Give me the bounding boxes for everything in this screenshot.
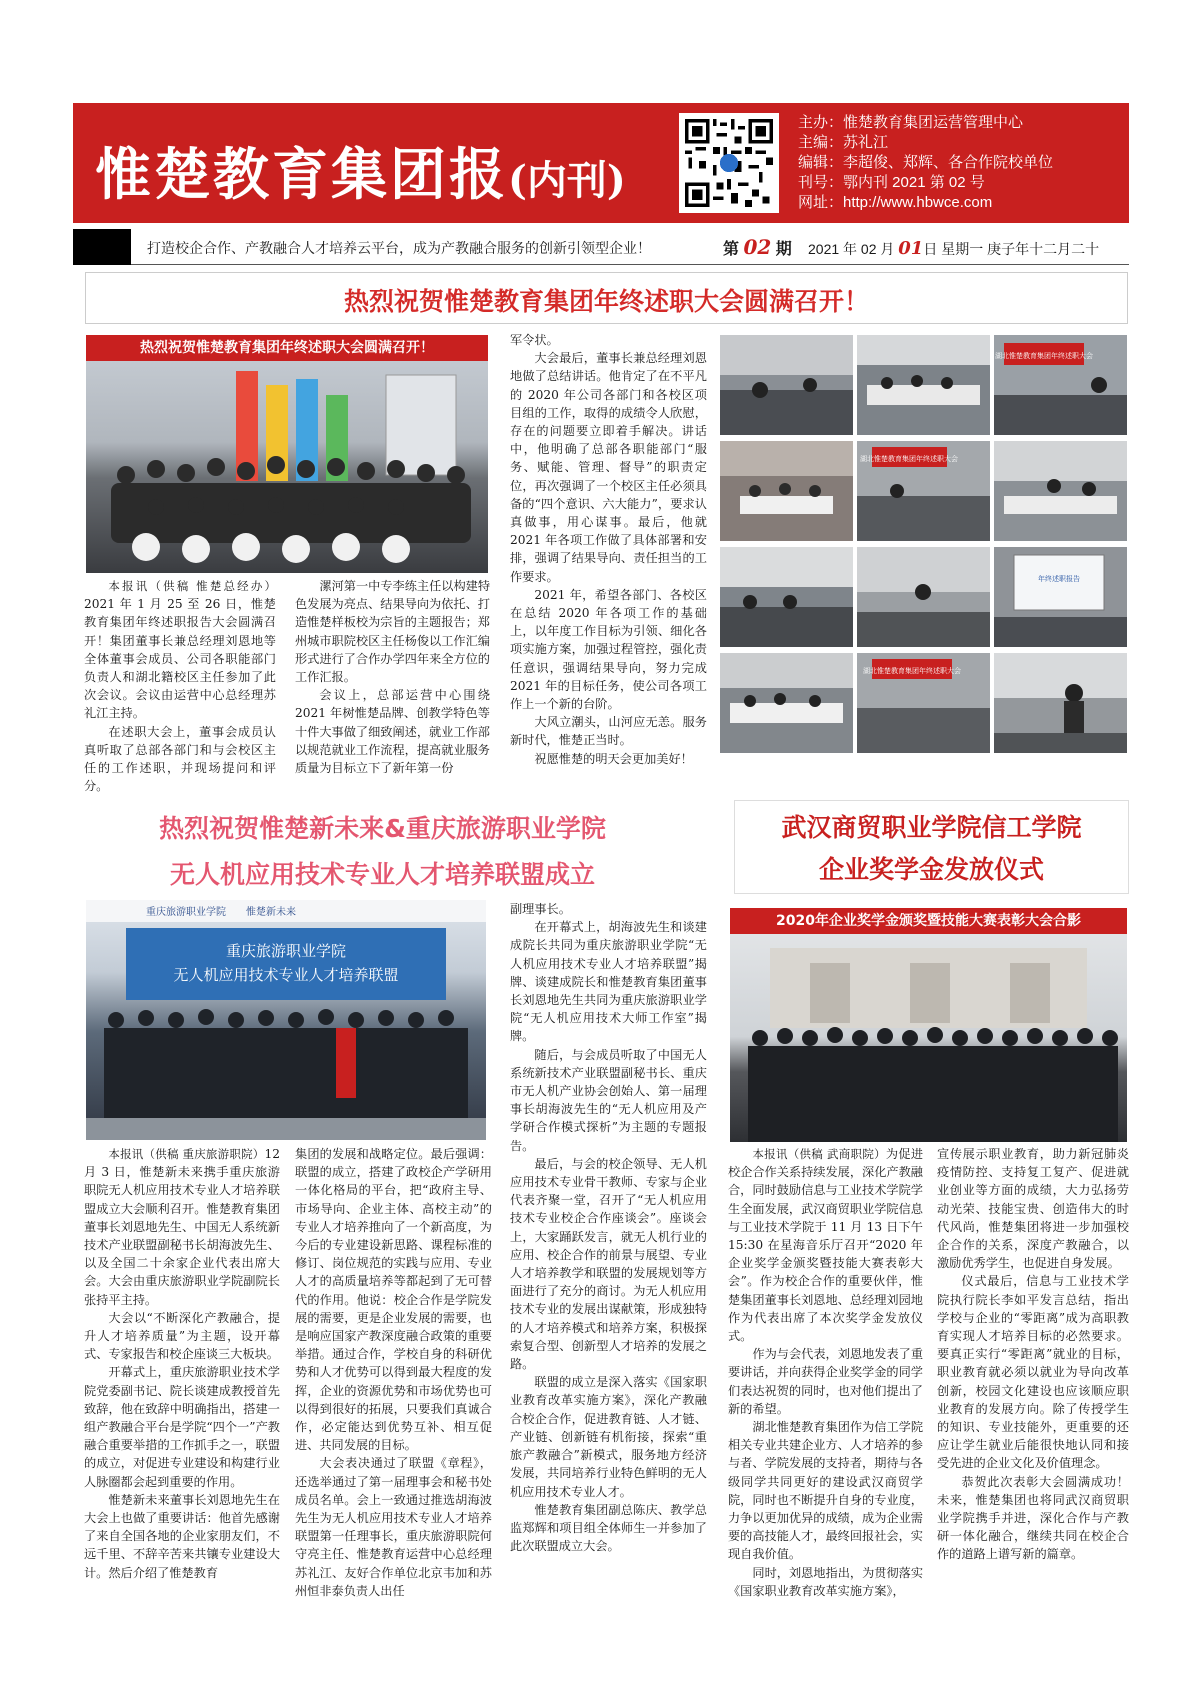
grid-photo — [994, 335, 1127, 435]
article3-headline: 武汉商贸职业学院信工学院 企业奖学金发放仪式 — [781, 813, 1082, 884]
host-line: 主办：惟楚教育集团运营管理中心 — [798, 114, 1024, 131]
article3-paragraph-5: 宣传展示职业教育，助力新冠肺炎疫情防控、支持复工复产、促进就业创业等方面的成绩，大力弘扬劳动光荣、技能宝贵、创造伟大的时代风尚，惟楚集团将进一步加强校企合作的关系，深度产教融合，以激励优秀学生，也促进自身发展。 — [937, 1147, 1129, 1271]
editor-in-chief-line: 主编：苏礼江 — [798, 134, 889, 151]
article1-paragraph-2: 在述职大会上，董事会成员认真听取了总部各部门和与会校区主任的工作述职，并现场提问和评分。 — [84, 724, 276, 794]
grid-photo — [720, 335, 853, 435]
article2-paragraph-3: 开幕式上，重庆旅游职业技术学院党委副书记、院长谈建成教授首先致辞，他在致辞中明确指出，搭建一组产教融合平台是学院“四个一”产教融合重要举措的工作抓手之一，联盟的成立，对促进专业建设和构建行业人脉圈都会起到重要的作用。 — [84, 1365, 280, 1489]
article1-paragraph-3: 漯河第一中专李练主任以构建特色发展为亮点、结果导向为依托、打造惟楚样板校为宗旨的主题报告；郑州城市职院校区主任杨俊以工作汇编形式进行了合作办学四年来全方位的工作汇报。 — [295, 579, 491, 685]
grid-photo — [857, 547, 990, 647]
publication-date: 2021 年 02 月 01日 星期一 庚子年十二月二十 — [808, 238, 1100, 259]
grid-banner-text: 湖北惟楚教育集团年终述职大会 — [995, 352, 1093, 360]
article2-paragraph-1: 本报讯（供稿 重庆旅游职院）12 月 3 日，惟楚新未来携手重庆旅游职院无人机应用技术专业人才培养联盟成立大会顺利召开。惟楚教育集团董事长刘恩地先生、中国无人系统新技术产业联盟副秘书长胡海波先生、以及全国二十余家企业代表出席大会。大会由重庆旅游职业学院副院长张持平主持。 — [84, 1147, 280, 1307]
article2-paragraph-12: 惟楚教育集团副总陈庆、教学总监郑辉和项目组全体师生一并参加了此次联盟成立大会。 — [510, 1502, 707, 1554]
p2-sign-line2: 无人机应用技术专业人才培养联盟 — [173, 966, 399, 984]
article1-headline-box — [85, 272, 1128, 324]
masthead-info — [798, 113, 1053, 213]
article3-headline-box — [734, 800, 1129, 894]
grid-banner-text: 湖北惟楚教育集团年终述职大会 — [860, 455, 958, 463]
article1-column-2 — [295, 577, 490, 777]
info-bar-block — [73, 229, 131, 265]
article2-byline: 本报讯（供稿 重庆旅游职院） — [108, 1147, 265, 1161]
article2-headline: 热烈祝贺惟楚新未来&重庆旅游职业学院 无人机应用技术专业人才培养联盟成立 — [159, 814, 606, 889]
article3-column-2 — [937, 1145, 1129, 1564]
grid-photo — [720, 547, 853, 647]
grid-photo — [857, 653, 990, 753]
masthead — [73, 103, 1129, 223]
grid-photo — [994, 653, 1127, 753]
issue-label: 第 02 期 — [723, 235, 792, 259]
article3-paragraph-3: 湖北惟楚教育集团作为信工学院相关专业共建企业方、人才培养的参与者、学院发展的支持者，期待与各级同学共同更好的建设武汉商贸学院，同时也不断提升自身的专业度，力争以更加优异的成绩，成为企业需要的高技能人才，最终回报社会，实现自我价值。 — [728, 1420, 924, 1562]
article1-paragraph-1: 本报讯（供稿 惟楚总经办）2021 年 1 月 25 至 26 日，惟楚教育集团年终述职报告大会圆满召开！集团董事长兼总经理刘恩地等全体董事会成员、公司各职能部门负责人和湖北籍校区主任参加了此次会议。会议由运营中心总经理苏礼江主持。 — [84, 579, 276, 721]
grid-photo — [857, 335, 990, 435]
article1-paragraph-7: 2021 年，希望各部门、各校区在总结 2020 年各项工作的基础上，以年度工作目标为引领、细化各项实施方案，加强过程管控，强化责任意识，强调结果导向，努力完成 2021 年的目标任务，使公司各项工作上一个新的台阶。 — [510, 587, 707, 712]
article2-column-3 — [510, 900, 707, 1555]
article2-paragraph-8: 在开幕式上，胡海波先生和谈建成院长共同为重庆旅游职业学院“无人机应用技术专业人才培养联盟”揭牌、谈建成院长和惟楚教育集团董事长刘恩地先生共同为重庆旅游职业学院“无人机应用技术大师工作室”揭牌。 — [510, 920, 707, 1044]
info-bar — [73, 229, 1129, 265]
article2-paragraph-7: 副理事长。 — [510, 902, 571, 916]
grid-photo — [994, 441, 1127, 541]
article1-paragraph-4: 会议上，总部运营中心围绕 2021 年树惟楚品牌、创教学特色等十件大事做了细致阐述，就业工作部以规范就业工作流程，提高就业服务质量为目标立下了新年第一份 — [295, 688, 490, 776]
p2-logo-b: 惟楚新未来 — [246, 907, 296, 918]
article3-column-1 — [728, 1145, 923, 1600]
article3-paragraph-4: 同时，刘恩地指出，为贯彻落实《国家职业教育改革实施方案》， — [728, 1565, 924, 1598]
article2-column-1 — [84, 1145, 280, 1582]
p2-sign-line1: 重庆旅游职业学院 — [225, 942, 347, 960]
grid-photo — [720, 653, 853, 753]
article2-paragraph-9: 随后，与会成员听取了中国无人系统新技术产业联盟副秘书长、重庆市无人机产业协会创始人、第一届理事长胡海波先生的“无人机应用及产学研合作模式探析”为主题的专题报告。 — [510, 1047, 707, 1153]
article2-paragraph-6: 大会表决通过了联盟《章程》，还选举通过了第一届理事会和秘书处成员名单。会上一致通过推选胡海波先生为无人机应用技术专业人才培养联盟第一任理事长，重庆旅游职院何守亮主任、惟楚教育运营中心总经理苏礼江、友好合作单位北京韦加和苏州恒非泰负责人出任 — [295, 1456, 492, 1598]
date-day: 01 — [898, 238, 924, 259]
newspaper-subtitle: (内刊) — [508, 157, 626, 204]
article3-paragraph-2: 作为与会代表，刘恩地发表了重要讲话，并向获得企业奖学金的同学们表达祝贺的同时，也对他们提出了新的希望。 — [728, 1347, 924, 1416]
grid-banner-text: 湖北惟楚教育集团年终述职大会 — [863, 667, 961, 675]
article1-headline: 热烈祝贺惟楚教育集团年终述职大会圆满召开！ — [343, 287, 869, 316]
grid-screen-text: 年终述职报告 — [1038, 575, 1080, 583]
editors-line: 编辑：李超俊、郑辉、各合作院校单位 — [798, 154, 1054, 171]
article1-paragraph-5: 军令状。 — [510, 333, 559, 347]
article1-byline: 本报讯（供稿 惟楚总经办） — [108, 579, 276, 593]
article1-group-photo — [86, 335, 488, 573]
article1-column-3 — [510, 331, 707, 768]
article2-paragraph-10: 最后，与会的校企领导、无人机应用技术专业骨干教师、专家与企业代表齐聚一堂，召开了“无人机应用技术专业校企合作座谈会”。座谈会上，大家踊跃发言，就无人机行业的应用、校企合作的前景与展望、专业人才培养教学和联盟的发展规划等方面进行了充分的商讨。为无人机应用技术专业的发展出谋献策，形成独特的人才培养模式和培养方案，积极探索复合型、创新型人才培养的发展之路。 — [510, 1156, 707, 1372]
grid-photo — [857, 441, 990, 541]
article1-paragraph-6: 大会最后，董事长兼总经理刘恩地做了总结讲话。他肯定了在不平凡的 2020 年公司各部门和各校区项目组的工作，取得的成绩令人欣慰，存在的问题要立即着手解决。讲话中，他明确了总部各职能部门“服务、赋能、管理、督导”的职责定位，再次强调了一个校区主任必须具备的“四个意识、六大能力”，要求认真做事，用心谋事。最后，他就 2021 年各项工作做了具体部署和安排，强调了结果导向、责任担当的工作要求。 — [510, 351, 707, 584]
issue-number: 02 — [743, 235, 772, 259]
article3-photo-banner: 2020年企业奖学金颁奖暨技能大赛表彰大会合影 — [730, 908, 1127, 934]
article1-column-1 — [84, 577, 276, 795]
slogan: 打造校企合作、产教融合人才培养云平台，成为产教融合服务的创新引领型企业！ — [147, 240, 651, 256]
grid-photo — [720, 441, 853, 541]
article2-paragraph-2: 大会以“不断深化产教融合，提升人才培养质量”为主题，设开幕式、专家报告和校企座谈三大板块。 — [84, 1310, 280, 1362]
website-link[interactable]: 网址：http://www.hbwce.com — [798, 194, 993, 211]
article3-paragraph-7: 恭贺此次表彰大会圆满成功！未来，惟楚集团也将同武汉商贸职业学院携手并进，深化合作与产教研一体化融合，继续共同在校企合作的道路上谱写新的篇章。 — [937, 1474, 1129, 1562]
article3-byline: 本报讯（供稿 武商职院） — [752, 1147, 886, 1161]
article1-paragraph-9: 祝愿惟楚的明天会更加美好！ — [534, 751, 693, 766]
article2-group-photo — [86, 900, 486, 1140]
newspaper-title: 惟楚教育集团报(内刊) — [95, 142, 626, 208]
issue-number-line: 刊号：鄂内刊 2021 第 02 号 — [798, 174, 985, 191]
article1-paragraph-8: 大风立潮头，山河应无恙。服务新时代，惟楚正当时。 — [510, 715, 707, 748]
article3-group-photo — [730, 908, 1127, 1142]
article2-paragraph-4: 惟楚新未来董事长刘恩地先生在大会上也做了重要讲话：他首先感谢了来自全国各地的企业家朋友们，不远千里、不辞辛苦来共镶专业建设大计。然后介绍了惟楚教育 — [84, 1492, 280, 1580]
article3-paragraph-6: 仪式最后，信息与工业技术学院执行院长李如平发言总结，指出学校与企业的“零距离”成为高职教育实现人才培养目标的必然要求。要真正实行“零距离”就业的目标，职业教育就必须以就业为导向改革创新，校园文化建设也应该顺应职业教育的发展方向。除了传授学生的知识、专业技能外，更重要的还应让学生就业后能很快地认同和接受先进的企业文化及价值理念。 — [937, 1274, 1129, 1471]
article2-column-2 — [295, 1145, 492, 1600]
article3-paragraph-1: 本报讯（供稿 武商职院）为促进校企合作关系持续发展，深化产教融合，同时鼓励信息与工业技术学院学生全面发展，武汉商贸职业学院信息与工业技术学院于 11 月 13 日下午 15:30 在星海音乐厅召开“2020 年企业奖学金颁奖暨技能大赛表彰大会”。作为校企合作的重要伙伴，惟楚集团董事长刘恩地、总经理刘园地作为代表出席了本次奖学金发放仪式。 — [728, 1147, 924, 1344]
article2-paragraph-5: 集团的发展和战略定位。最后强调：联盟的成立，搭建了政校企产学研用一体化格局的平台，把“政府主导、市场导向、企业主体、高校主动”的专业人才培养推向了一个新高度，为今后的专业建设新思路、课程标准的修订、岗位规范的实践与应用、专业人才的高质量培养等都起到了无可替代的作用。他说：校企合作是学院发展的需要，更是企业发展的需要，也是响应国家产教深度融合政策的重要举措。通过合作，学校自身的科研优势和人才优势可以得到最大程度的发挥，企业的资源优势和市场优势也可以得到很好的拓展，只要我们真诚合作，必定能达到优势互补、相互促进、共同发展的目标。 — [295, 1147, 492, 1453]
grid-photo — [994, 547, 1127, 647]
p2-logo-a: 重庆旅游职业学院 — [146, 907, 226, 918]
qr-code-icon — [679, 113, 779, 213]
article2-paragraph-11: 联盟的成立是深入落实《国家职业教育改革实施方案》，深化产教融合校企合作，促进教育链、人才链、产业链、创新链有机衔接，探索“重旅产教融合”新模式，服务地方经济发展，共同培养行业特色鲜明的无人机应用技术专业人才。 — [510, 1375, 707, 1499]
article1-photo-banner: 热烈祝贺惟楚教育集团年终述职大会圆满召开！ — [86, 335, 488, 361]
